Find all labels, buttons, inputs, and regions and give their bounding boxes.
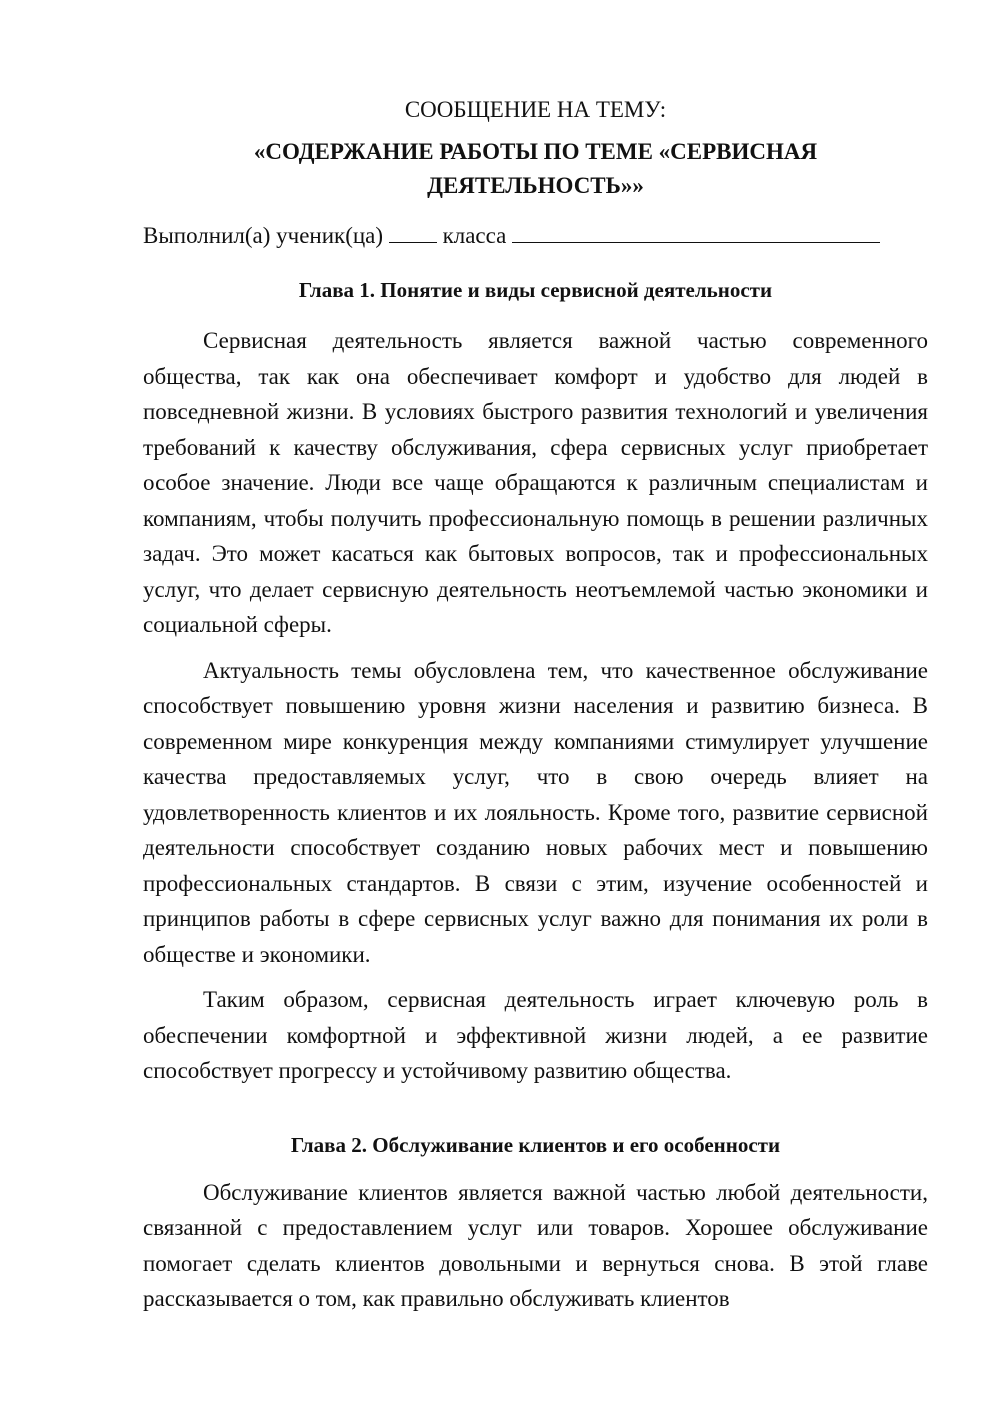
grade-blank-field <box>389 224 437 243</box>
document-title: СООБЩЕНИЕ НА ТЕМУ: <box>404 97 667 122</box>
chapter-2-paragraph: Обслуживание клиентов является важной частью любой деятельности, связанной с предоставлением услуг или товаров. Хорошее обслуживание помогает сделать клиентов довольными и вернуться снова. В этой главе рассказывается о том, как правильно обслуживать клиентов <box>143 1179 928 1311</box>
chapter-1-paragraph: Таким образом, сервисная деятельность играет ключевую роль в обеспечении комфортной и эффективной жизни людей, а ее развитие способствует прогрессу и устойчивому развитию общества. <box>143 987 928 1083</box>
document-page <box>143 92 928 1317</box>
chapter-2-heading: Глава 2. Обслуживание клиентов и его особенности <box>290 1132 781 1157</box>
performed-label: Выполнил(а) ученик(ца) <box>143 223 384 248</box>
chapter-1-paragraph: Актуальность темы обусловлена тем, что качественное обслуживание способствует повышению уровня жизни населения и развитию бизнеса. В современном мире конкуренция между компаниями стимулирует улучшение качества предоставляемых услуг, что в свою очередь влияет на удовлетворенность клиентов и их лояльность. Кроме того, развитие сервисной деятельности способствует созданию новых рабочих мест и повышению профессиональных стандартов. В связи с этим, изучение особенностей и принципов работы в сфере сервисных услуг важно для понимания их роли в обществе и экономики. <box>143 657 928 967</box>
chapter-1-paragraph: Сервисная деятельность является важной частью современного общества, так как она обеспечивает комфорт и удобство для людей в повседневной жизни. В условиях быстрого развития технологий и увеличения требований к качеству обслуживания, сфера сервисных услуг приобретает особое значение. Люди все чаще обращаются к различным специалистам и компаниям, чтобы получить профессиональную помощь в решении различных задач. Это может касаться как бытовых вопросов, так и профессиональных услуг, что делает сервисную деятельность неотъемлемой частью экономики и социальной сферы. <box>143 328 928 637</box>
document-subject: «СОДЕРЖАНИЕ РАБОТЫ ПО ТЕМЕ «СЕРВИСНАЯ ДЕЯТЕЛЬНОСТЬ»» <box>253 139 818 198</box>
student-name-blank-field <box>512 224 880 243</box>
chapter-1-heading: Глава 1. Понятие и виды сервисной деятельности <box>298 278 773 302</box>
class-label: класса <box>442 223 507 248</box>
author-line <box>143 218 928 253</box>
